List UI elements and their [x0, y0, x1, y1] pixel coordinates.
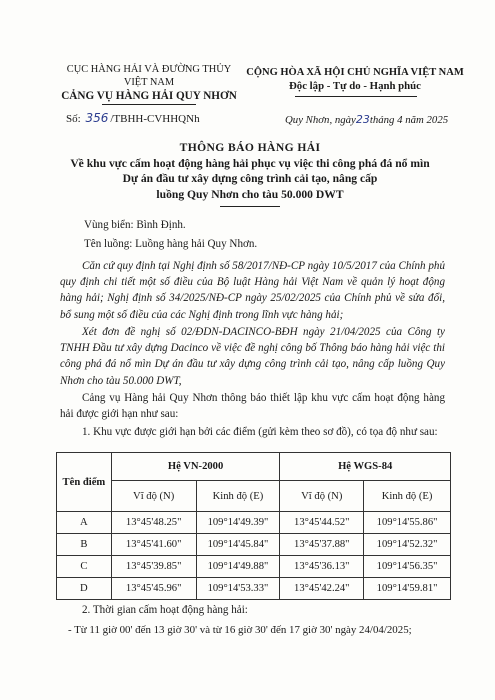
lon-wgs84: 109°14'52.32": [364, 534, 451, 556]
national-header: [246, 66, 464, 93]
header-lat-wgs84: Vĩ độ (N): [280, 481, 364, 512]
legal-basis-2: Xét đơn đề nghị số 02/ĐDN-DACINCO-BĐH ngày 21/04/2025 của Công ty TNHH Đầu tư xây dựng Dacinco về việc đề nghị công bố Thông báo hàng hải việc thi công phá đá nổ mìn Dự án đầu tư xây dựng công trình cải tạo, nâng cấp luồng Quy Nhơn cho tàu 50.000 DWT,: [60, 326, 445, 387]
item-1: 1. Khu vực được giới hạn bởi các điểm (gửi kèm theo sơ đồ), có tọa độ như sau:: [82, 426, 438, 438]
announcement: Cảng vụ Hàng hải Quy Nhơn thông báo thiết lập khu vực cấm hoạt động hàng hải được giới hạn như sau:: [60, 392, 445, 421]
lat-wgs84: 13°45'44.52": [280, 512, 364, 534]
table-row: [57, 534, 451, 556]
title-underline: [220, 206, 280, 207]
agency-underline: [102, 104, 196, 105]
doc-no-suffix: /TBHH-CVHHQNh: [110, 113, 200, 125]
lon-vn2000: 109°14'45.84": [196, 534, 280, 556]
date-prefix: Quy Nhơn, ngày: [285, 114, 356, 126]
point-name: A: [57, 512, 112, 534]
title-line-2: Về khu vực cấm hoạt động hàng hải phục vụ việc thi công phá đá nổ mìn: [70, 156, 430, 170]
date-suffix: tháng 4 năm 2025: [369, 114, 449, 126]
table-row: [57, 556, 451, 578]
lat-vn2000: 13°45'41.60": [111, 534, 196, 556]
point-name: D: [57, 578, 112, 600]
lat-wgs84: 13°45'42.24": [280, 578, 364, 600]
title-line-1: THÔNG BÁO HÀNG HẢI: [179, 141, 321, 154]
parent-agency-name-2: VIỆT NAM: [123, 76, 175, 88]
channel-name: Tên luồng: Luồng hàng hải Quy Nhơn.: [84, 238, 258, 250]
point-name: B: [57, 534, 112, 556]
table-row: [57, 512, 451, 534]
header-lon-vn2000: Kinh độ (E): [196, 481, 280, 512]
national-motto: Độc lập - Tự do - Hạnh phúc: [289, 80, 421, 92]
lon-vn2000: 109°14'49.39": [196, 512, 280, 534]
table-row: [57, 578, 451, 600]
title-line-3: Dự án đầu tư xây dựng công trình cải tạo, nâng cấp: [122, 172, 378, 186]
motto-underline: [295, 96, 417, 97]
document-number: [66, 111, 200, 125]
title-line-4: luồng Quy Nhơn cho tàu 50.000 DWT: [156, 187, 344, 201]
table-header-row: [57, 453, 451, 481]
header-point-name: Tên điểm: [57, 453, 112, 512]
parent-agency-name: CỤC HÀNG HẢI VÀ ĐƯỜNG THỦY: [66, 64, 232, 75]
point-name: C: [57, 556, 112, 578]
lat-vn2000: 13°45'39.85": [111, 556, 196, 578]
country-name: CỘNG HÒA XÃ HỘI CHỦ NGHĨA VIỆT NAM: [246, 67, 464, 78]
lon-vn2000: 109°14'53.33": [196, 578, 280, 600]
item-2-schedule: - Từ 11 giờ 00' đến 13 giờ 30' và từ 16 giờ 30' đến 17 giờ 30' ngày 24/04/2025;: [68, 624, 412, 636]
header-lon-wgs84: Kinh độ (E): [364, 481, 451, 512]
item-2: 2. Thời gian cấm hoạt động hàng hải:: [82, 604, 248, 616]
lon-vn2000: 109°14'49.88": [196, 556, 280, 578]
doc-no-handwritten: 356: [85, 111, 109, 125]
date-handwritten: 23: [355, 113, 370, 126]
lat-wgs84: 13°45'37.88": [280, 534, 364, 556]
lat-vn2000: 13°45'45.96": [111, 578, 196, 600]
document-title: [40, 140, 460, 202]
table-subheader-row: [57, 481, 451, 512]
sea-area: Vùng biển: Bình Định.: [84, 219, 186, 231]
legal-basis-1: Căn cứ quy định tại Nghị định số 58/2017/NĐ-CP ngày 10/5/2017 của Chính phủ quy định chi tiết một số điều của Bộ luật Hàng hải Việt Nam về quản lý hoạt động hàng hải; Nghị định số 34/2025/NĐ-CP ngày 25/02/2025 của Chính phủ về sửa đổi, bổ sung một số điều của các Nghị định trong lĩnh vực hàng hải;: [60, 260, 446, 321]
header-lat-vn2000: Vĩ độ (N): [111, 481, 196, 512]
document-date: [285, 113, 448, 126]
agency-header: [44, 64, 254, 103]
doc-no-prefix: Số:: [66, 113, 81, 125]
lon-wgs84: 109°14'59.81": [364, 578, 451, 600]
lat-vn2000: 13°45'48.25": [111, 512, 196, 534]
agency-name: CẢNG VỤ HÀNG HẢI QUY NHƠN: [61, 90, 237, 103]
lon-wgs84: 109°14'55.86": [364, 512, 451, 534]
header-wgs84: Hệ WGS-84: [280, 453, 451, 481]
coordinates-table: [56, 452, 451, 600]
header-vn2000: Hệ VN-2000: [111, 453, 280, 481]
lon-wgs84: 109°14'56.35": [364, 556, 451, 578]
lat-wgs84: 13°45'36.13": [280, 556, 364, 578]
